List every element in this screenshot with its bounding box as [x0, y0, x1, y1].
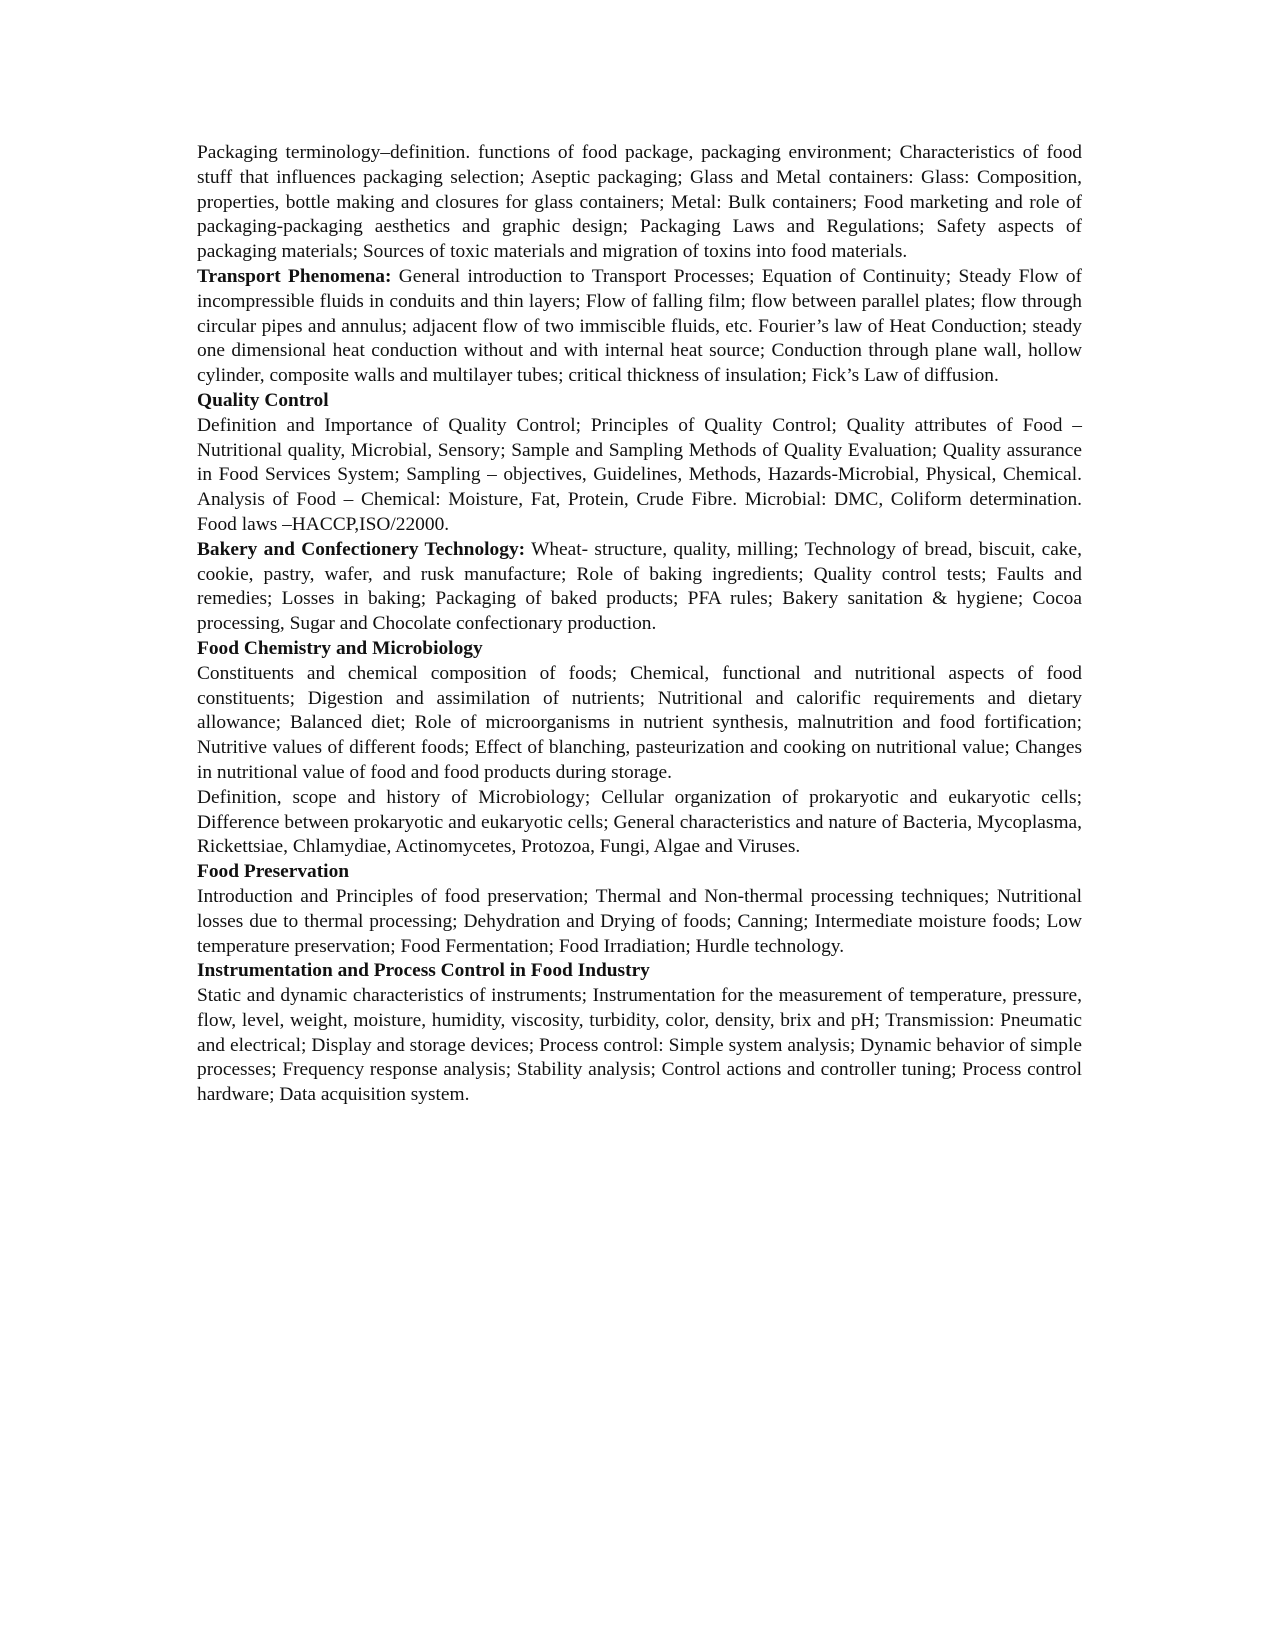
bakery-paragraph [197, 538, 1082, 637]
bakery-heading: Bakery and Confectionery Technology: [197, 538, 526, 560]
food-chemistry-heading: Food Chemistry and Microbiology [197, 637, 483, 659]
instrumentation-paragraph: Static and dynamic characteristics of instruments; Instrumentation for the measurement of temperature, pressure, flow, level, weight, moisture, humidity, viscosity, turbidity, color, density, brix and pH; Transmission: Pneumatic and electrical; Display and storage devices; Process control: Simple system analysis; Dynamic behavior of simple processes; Frequency response analysis; Stability analysis; Control actions and controller tuning; Process control hardware; Data acquisition system. [197, 985, 1082, 1106]
document-page [197, 141, 1082, 1108]
quality-control-paragraph: Definition and Importance of Quality Control; Principles of Quality Control; Quality attributes of Food – Nutritional quality, Microbial, Sensory; Sample and Sampling Methods of Quality Evaluation; Quality assurance in Food Services System; Sampling – objectives, Guidelines, Methods, Hazards-Microbial, Physical, Chemical. Analysis of Food – Chemical: Moisture, Fat, Protein, Crude Fibre. Microbial: DMC, Coliform determination. Food laws –HACCP,ISO/22000. [197, 414, 1082, 535]
food-chemistry-paragraph: Constituents and chemical composition of foods; Chemical, functional and nutritional aspects of food constituents; Digestion and assimilation of nutrients; Nutritional and calorific requirements and dietary allowance; Balanced diet; Role of microorganisms in nutrient synthesis, malnutrition and food fortification; Nutritive values of different foods; Effect of blanching, pasteurization and cooking on nutritional value; Changes in nutritional value of food and food products during storage. [197, 662, 1082, 783]
transport-heading: Transport Phenomena: [197, 265, 392, 287]
bakery-text: Wheat- structure, quality, milling; Technology of bread, biscuit, cake, cookie, pastry, wafer, and rusk manufacture; Role of baking ingredients; Quality control tests; Faults and remedies; Losses in baking; Packaging of baked products; PFA rules; Bakery sanitation & hygiene; Cocoa processing, Sugar and Chocolate confectionary production. [197, 538, 1082, 635]
quality-control-heading: Quality Control [197, 389, 329, 411]
transport-text: General introduction to Transport Processes; Equation of Continuity; Steady Flow of incompressible fluids in conduits and thin layers; Flow of falling film; flow between parallel plates; flow through circular pipes and annulus; adjacent flow of two immiscible fluids, etc. Fourier’s law of Heat Conduction; steady one dimensional heat conduction without and with internal heat source; Conduction through plane wall, hollow cylinder, composite walls and multilayer tubes; critical thickness of insulation; Fick’s Law of diffusion. [197, 265, 1082, 387]
food-preservation-heading: Food Preservation [197, 861, 350, 883]
packaging-paragraph: Packaging terminology–definition. functions of food package, packaging environment; Characteristics of food stuff that influences packaging selection; Aseptic packaging; Glass and Metal containers: Glass: Composition, properties, bottle making and closures for glass containers; Metal: Bulk containers; Food marketing and role of packaging-packaging aesthetics and graphic design; Packaging Laws and Regulations; Safety aspects of packaging materials; Sources of toxic materials and migration of toxins into food materials. [197, 142, 1082, 263]
food-preservation-paragraph: Introduction and Principles of food preservation; Thermal and Non-thermal processing techniques; Nutritional losses due to thermal processing; Dehydration and Drying of foods; Canning; Intermediate moisture foods; Low temperature preservation; Food Fermentation; Food Irradiation; Hurdle technology. [197, 885, 1082, 957]
instrumentation-heading: Instrumentation and Process Control in Food Industry [197, 960, 650, 982]
microbiology-paragraph: Definition, scope and history of Microbiology; Cellular organization of prokaryotic and eukaryotic cells; Difference between prokaryotic and eukaryotic cells; General characteristics and nature of Bacteria, Mycoplasma, Rickettsiae, Chlamydiae, Actinomycetes, Protozoa, Fungi, Algae and Viruses. [197, 786, 1082, 858]
transport-paragraph [197, 265, 1082, 389]
